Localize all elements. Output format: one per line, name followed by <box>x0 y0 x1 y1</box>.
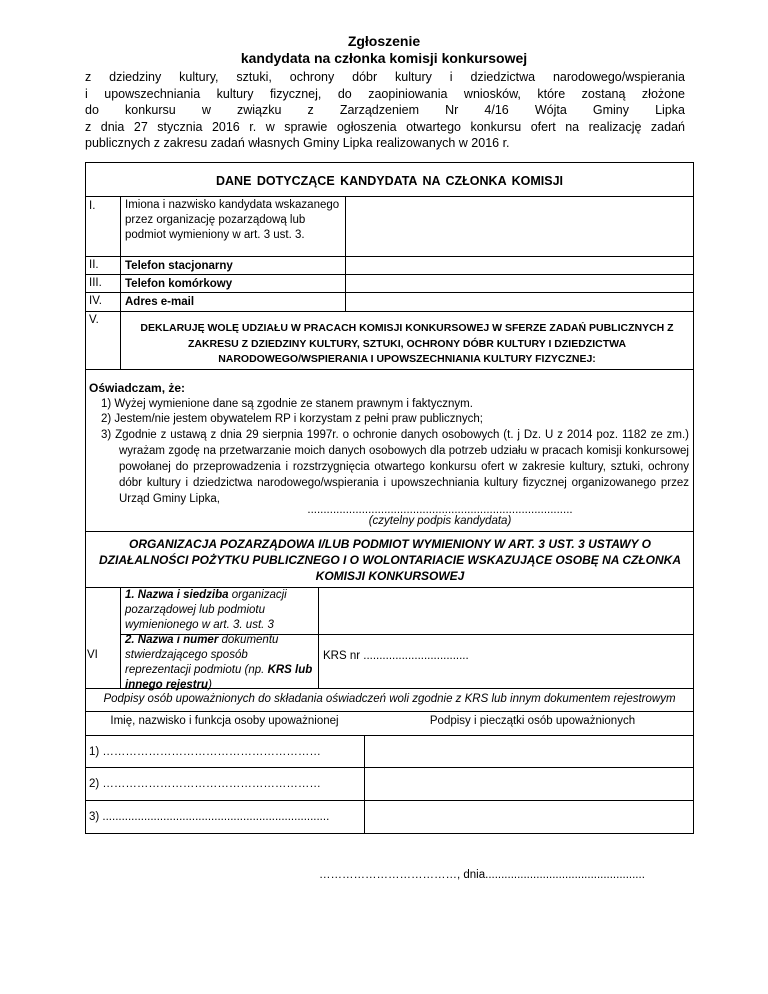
email-label: Adres e-mail <box>125 296 195 308</box>
candidate-name-label: Imiona i nazwisko kandydata wskazanego przez organizację pozarządową lub podmiot wymieniony w art. 3 ust. 3. <box>125 199 340 241</box>
email-field[interactable] <box>346 293 693 311</box>
statement-item <box>101 427 689 507</box>
registry-document-label-end: ) <box>208 679 212 691</box>
authorized-person-column-header: Imię, nazwisko i funkcja osoby upoważnionej <box>110 715 339 727</box>
authorized-person-line[interactable]: 1) ………………………………………………… <box>89 746 321 758</box>
registry-document-label-bold2: KRS lub innego rejestru <box>125 664 313 691</box>
organization-name-label-bold: 1. Nazwa i siedziba <box>125 589 229 601</box>
row-number: III. <box>89 277 102 289</box>
signature-cell[interactable] <box>365 736 693 767</box>
mobile-phone-field[interactable] <box>346 275 693 292</box>
divider <box>693 712 694 833</box>
row-number: IV. <box>89 295 103 307</box>
krs-number-field[interactable]: KRS nr ................................. <box>323 650 469 662</box>
statement-lead: Oświadczam, że: <box>89 381 186 395</box>
mobile-phone-label: Telefon komórkowy <box>125 278 233 290</box>
statement-item: 1) Wyżej wymienione dane są zgodnie ze stanem prawnym i faktycznym. <box>101 398 473 410</box>
registry-document-label-bold: 2. Nazwa i numer <box>125 634 219 646</box>
signature-column-header: Podpisy i pieczątki osób upoważnionych <box>429 715 636 727</box>
row-number: II. <box>89 259 99 271</box>
divider <box>85 712 86 833</box>
divider <box>120 196 121 370</box>
row-number: I. <box>89 200 96 212</box>
intro-line: publicznych z zakresu zadań własnych Gminy Lipka realizowanych w 2016 r. <box>85 136 510 150</box>
authorized-signatures-heading: Podpisy osób upoważnionych do składania oświadczeń woli zgodnie z KRS lub innym dokumentem rejestrowym <box>103 693 676 705</box>
row-number: VI <box>87 649 98 661</box>
statement-item: 2) Jestem/nie jestem obywatelem RP i korzystam z pełni praw publicznych; <box>101 413 483 425</box>
intro-line: z dziedziny kultury, sztuki, ochrony dóbr kultury i dziedzictwa narodowego/wspierania <box>85 70 685 84</box>
row-number: V. <box>89 314 99 326</box>
intro-line: i upowszechniania kultury fizycznej, do zaopiniowania wniosków, które zostaną złożone <box>85 86 685 101</box>
authorized-person-line[interactable]: 2) ………………………………………………… <box>89 778 321 790</box>
signature-cell[interactable] <box>365 768 693 800</box>
organization-name-label <box>125 588 315 633</box>
landline-phone-label: Telefon stacjonarny <box>125 260 233 272</box>
signature-cell[interactable] <box>365 801 693 833</box>
organization-name-label-rest: organizacji pozarządowej lub podmiotu wymienionego w art. 3. ust. 3 <box>125 589 287 631</box>
organization-section-heading: ORGANIZACJA POZARZĄDOWA I/LUB PODMIOT WYMIENIONY W ART. 3 UST. 3 USTAWY O DZIAŁALNOŚCI POŻYTKU PUBLICZNEGO I O WOLONTARIACIE WSKAZUJĄCE OSOBĘ NA CZŁONKA KOMISJI KONKURSOWEJ <box>99 537 681 583</box>
landline-phone-field[interactable] <box>346 257 693 274</box>
organization-name-field[interactable] <box>319 588 693 634</box>
divider <box>85 311 694 312</box>
candidate-section-heading: DANE DOTYCZĄCE KANDYDATA NA CZŁONKA KOMISJI <box>215 174 564 188</box>
divider <box>85 833 694 834</box>
form-title: Zgłoszenie <box>347 33 421 49</box>
registry-document-label <box>125 633 315 693</box>
signature-caption: (czytelny podpis kandydata) <box>368 515 512 527</box>
intro-line: do konkursu w związku z Zarządzeniem Nr 4/16 Wójta Gminy Lipka <box>85 103 685 117</box>
participation-declaration: DEKLARUJĘ WOLĘ UDZIAŁU W PRACACH KOMISJI KONKURSOWEJ W SFERZE ZADAŃ PUBLICZNYCH Z ZAKRESU Z DZIEDZINY KULTURY, SZTUKI, OCHRONY DÓBR KULTURY I DZIEDZICTWA NARODOWEGO/WSPIERANIA I UPOWSZECHNIANIA KULTURY FIZYCZNEJ: <box>140 322 674 365</box>
intro-paragraph <box>85 69 685 152</box>
statement-item-text: 3) Zgodnie z ustawą z dnia 29 sierpnia 1997r. o ochronie danych osobowych (t. j Dz. U z 2014 poz. 1182 ze zm.) wyrażam zgodę na przetwarzanie moich danych osobowych dla potrzeb udziału w pracach komisji konkursowej powołanej do przeprowadzenia i rozstrzygnięcia otwartego konkursu ofert w zakresie kultury, sztuki, ochrony dóbr kultury i dziedzictwa narodowego/wspierania i upowszechniania kultury fizycznej organizowanego przez Urząd Gminy Lipka, <box>101 429 689 505</box>
form-subtitle: kandydata na członka komisji konkursowej <box>240 50 528 66</box>
divider <box>120 587 121 688</box>
signature-line[interactable]: ................................................................................... <box>307 504 573 516</box>
place-and-date-line[interactable]: ………………………………, dnia.................................................. <box>319 869 645 881</box>
candidate-name-field[interactable] <box>346 197 693 256</box>
intro-line: z dnia 27 stycznia 2016 r. w sprawie ogłoszenia otwartego konkursu ofert na realizację zadań <box>85 119 685 134</box>
authorized-person-line[interactable]: 3) ....................................................................... <box>89 811 330 823</box>
registry-document-label-rest: dokumentu stwierdzającego sposób reprezentacji podmiotu (np. <box>125 634 279 676</box>
